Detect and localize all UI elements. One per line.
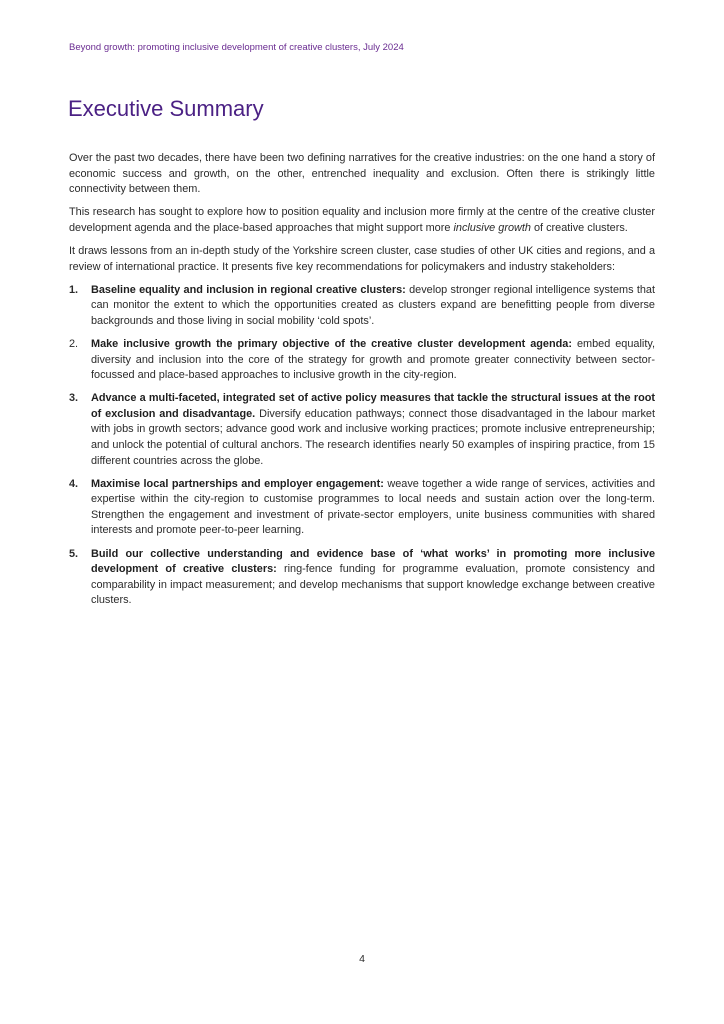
summary-body xyxy=(69,151,655,616)
recommendation-item xyxy=(69,477,655,539)
recommendation-number: 5. xyxy=(69,547,79,560)
recommendation-number: 4. xyxy=(69,477,79,490)
page-title: Executive Summary xyxy=(68,96,264,121)
recommendation-number: 1. xyxy=(69,283,79,296)
intro-paragraph-2-after: of creative clusters. xyxy=(530,221,628,234)
recommendation-lead: Make inclusive growth the primary objective of the creative cluster development agenda: xyxy=(91,337,572,350)
recommendation-number: 2. xyxy=(69,337,79,350)
running-header: Beyond growth: promoting inclusive development of creative clusters, July 2024 xyxy=(69,42,404,53)
recommendation-lead: Maximise local partnerships and employer engagement: xyxy=(91,477,384,490)
intro-paragraph-2-before: This research has sought to explore how to position equality and inclusion more firmly at the centre of the creative cluster development agenda and the place-based approaches that might support more xyxy=(69,206,655,234)
recommendations-list xyxy=(69,283,655,609)
intro-paragraph-3: It draws lessons from an in-depth study of the Yorkshire screen cluster, case studies of other UK cities and regions, and a review of international practice. It presents five key recommendations for policymakers and industry stakeholders: xyxy=(69,244,655,273)
page-number: 4 xyxy=(359,953,365,965)
recommendation-text: weave together a wide range of services, activities and expertise within the city-region to customise programmes to local needs and sustain action over the long-term. Strengthen the engagement and investment of private-sector employers, unite business communities with shared interests and promote peer-to-peer learning. xyxy=(91,477,655,537)
recommendation-lead: Baseline equality and inclusion in regional creative clusters: xyxy=(91,283,406,296)
recommendation-item xyxy=(69,337,655,384)
intro-paragraph-2 xyxy=(69,205,655,236)
recommendation-text: ring-fence funding for programme evaluation, promote consistency and comparability in impact measurement; and develop mechanisms that support knowledge exchange between creative clusters. xyxy=(91,563,655,607)
intro-paragraph-1: Over the past two decades, there have been two defining narratives for the creative industries: on the one hand a story of economic success and growth, on the other, entrenched inequality and exclusion. Often there is strikingly little connectivity between them. xyxy=(69,152,655,196)
inclusive-growth-emphasis: inclusive growth xyxy=(453,221,531,234)
recommendation-item xyxy=(69,391,655,469)
recommendation-lead: Advance a multi-faceted, integrated set of active policy measures that tackle the structural issues at the root of exclusion and disadvantage. xyxy=(91,392,655,420)
recommendation-item xyxy=(69,283,655,330)
recommendation-text: develop stronger regional intelligence systems that can monitor the extent to which the opportunities created as clusters expand are benefitting people from diverse backgrounds and those living in social mobility ‘cold spots’. xyxy=(91,283,655,327)
recommendation-lead: Build our collective understanding and evidence base of ‘what works’ in promoting more inclusive development of creative clusters: xyxy=(91,547,655,576)
recommendation-item xyxy=(69,547,655,609)
recommendation-text: Diversify education pathways; connect those disadvantaged in the labour market with jobs in growth sectors; advance good work and inclusive working practices; promote inclusive entrepreneurship; and unlock the potential of cultural anchors. The research identifies nearly 50 examples of inspiring practice, from 15 different countries across the globe. xyxy=(91,407,655,467)
recommendation-text: embed equality, diversity and inclusion into the core of the strategy for growth and promote greater connectivity between sector-focussed and place-based approaches to inclusive growth in the city-region. xyxy=(91,337,656,382)
recommendation-number: 3. xyxy=(69,392,79,405)
